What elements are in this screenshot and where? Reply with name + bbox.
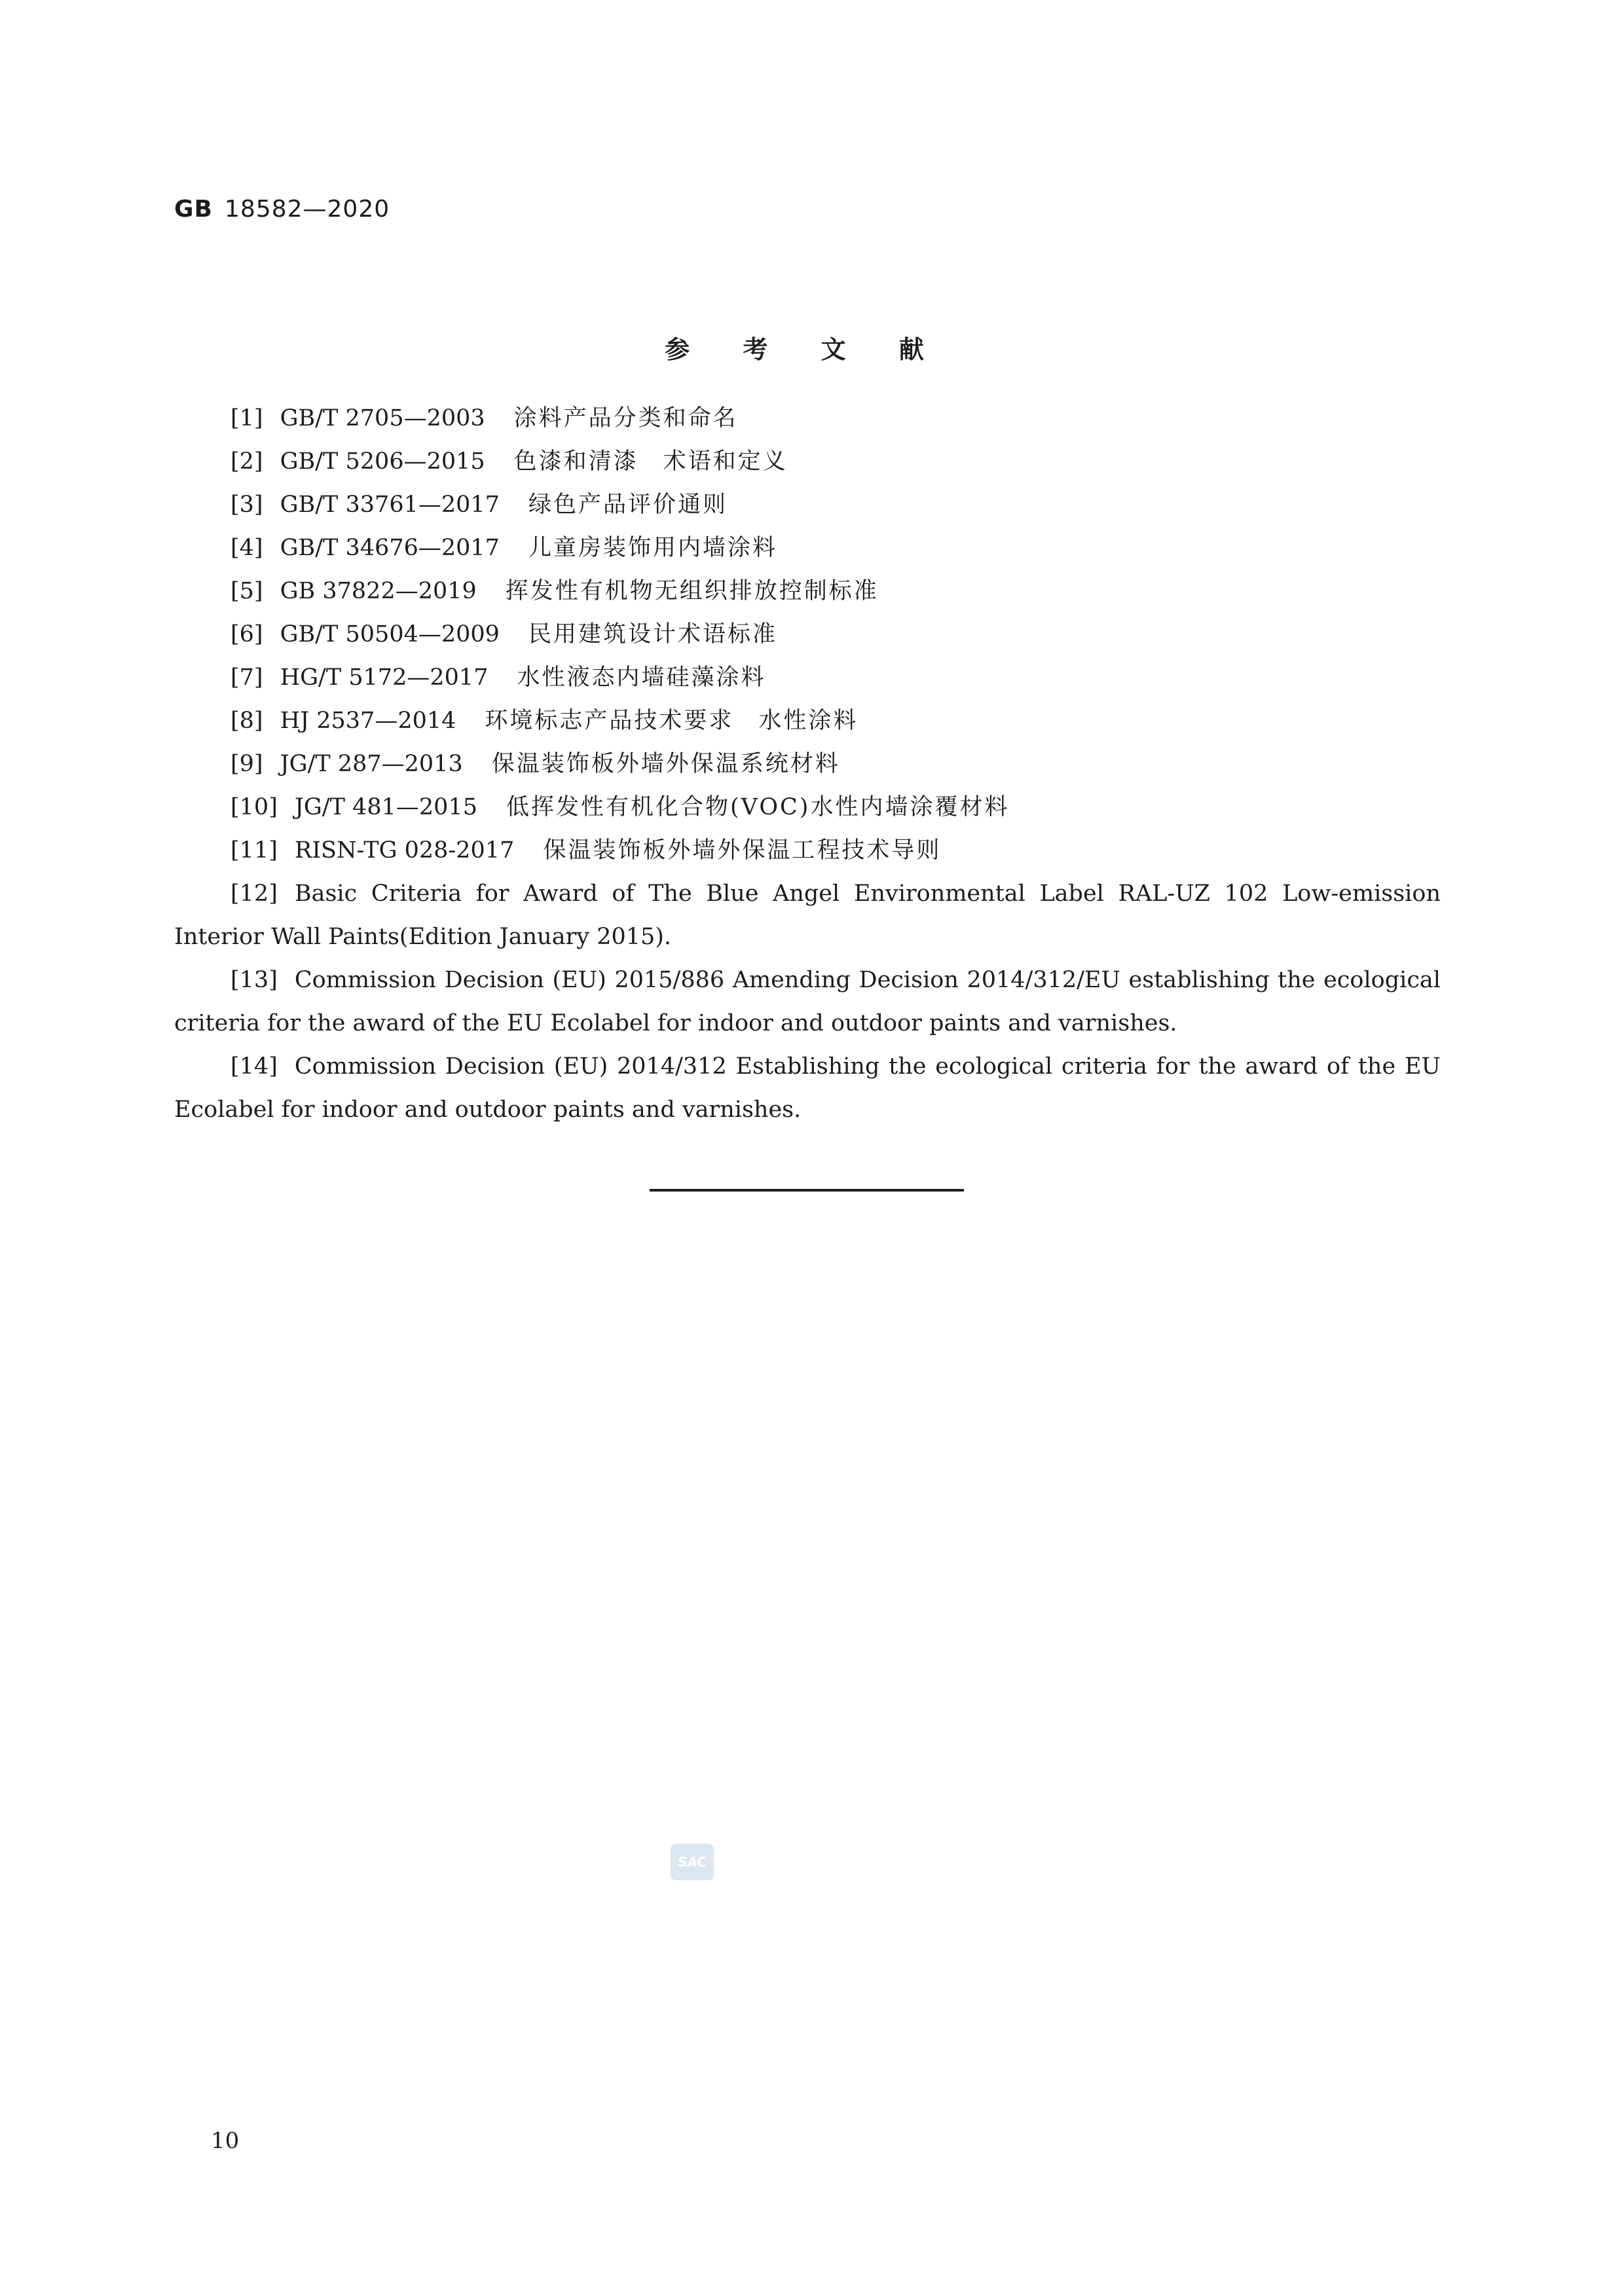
reference-item: [174, 656, 1441, 699]
reference-number: [9]: [231, 751, 263, 777]
standard-number: 18582—2020: [225, 196, 390, 223]
reference-number: [1]: [231, 405, 263, 431]
reference-code: GB 37822—2019: [280, 578, 477, 604]
reference-code: GB/T 2705—2003: [280, 405, 485, 431]
reference-code: GB/T 50504—2009: [280, 621, 500, 647]
reference-number: [4]: [231, 535, 263, 561]
reference-number: [13]: [231, 967, 278, 993]
reference-code: RISN-TG 028-2017: [294, 837, 515, 864]
reference-number: [5]: [231, 578, 263, 604]
reference-title: 保温装饰板外墙外保温系统材料: [491, 751, 840, 777]
reference-item: [174, 699, 1441, 742]
reference-item: [174, 742, 1441, 786]
reference-code: GB/T 5206—2015: [280, 448, 485, 475]
reference-number: [11]: [231, 837, 278, 864]
reference-number: [3]: [231, 492, 263, 518]
reference-item: [174, 397, 1441, 440]
sac-watermark: [671, 1844, 714, 1880]
reference-item: [174, 786, 1441, 829]
reference-number: [8]: [231, 708, 263, 734]
reference-code: HJ 2537—2014: [280, 708, 456, 734]
reference-item: [174, 1045, 1441, 1131]
reference-code: GB/T 33761—2017: [280, 492, 500, 518]
reference-number: [6]: [231, 621, 263, 647]
reference-title: 绿色产品评价通则: [528, 492, 728, 518]
reference-title: 色漆和清漆 术语和定义: [513, 448, 788, 475]
reference-text: Commission Decision (EU) 2014/312 Establishing the ecological criteria for the award of the EU Ecolabel for indoor and outdoor paints and varnishes.: [174, 1053, 1441, 1123]
reference-number: [7]: [231, 665, 263, 691]
reference-code: JG/T 481—2015: [294, 794, 477, 820]
reference-title: 保温装饰板外墙外保温工程技术导则: [543, 837, 942, 864]
reference-number: [10]: [231, 794, 278, 820]
reference-item: [174, 829, 1441, 872]
reference-item: [174, 483, 1441, 526]
reference-title: 民用建筑设计术语标准: [528, 621, 777, 647]
reference-item: [174, 570, 1441, 613]
reference-item: [174, 440, 1441, 483]
reference-title: 挥发性有机物无组织排放控制标准: [505, 578, 879, 604]
reference-text: Basic Criteria for Award of The Blue Angel Environmental Label RAL-UZ 102 Low-emission Interior Wall Paints(Edition January 2015).: [174, 881, 1441, 950]
reference-list: [174, 397, 1441, 1131]
reference-number: [14]: [231, 1053, 278, 1080]
watermark-text: SAC: [678, 1854, 707, 1870]
end-rule: [650, 1189, 964, 1192]
reference-title: 水性液态内墙硅藻涂料: [517, 665, 766, 691]
reference-item: [174, 613, 1441, 656]
reference-code: HG/T 5172—2017: [280, 665, 489, 691]
reference-number: [2]: [231, 448, 263, 475]
reference-number: [12]: [231, 881, 278, 907]
reference-item: [174, 958, 1441, 1045]
reference-title: 环境标志产品技术要求 水性涂料: [485, 708, 858, 734]
page-number: 10: [211, 2128, 240, 2154]
section-title: 参 考 文 献: [665, 335, 946, 364]
reference-item: [174, 526, 1441, 570]
reference-code: JG/T 287—2013: [280, 751, 463, 777]
reference-code: GB/T 34676—2017: [280, 535, 500, 561]
reference-item: [174, 872, 1441, 958]
standard-prefix: GB: [174, 196, 213, 223]
reference-title: 涂料产品分类和命名: [513, 405, 738, 431]
reference-title: 低挥发性有机化合物(VOC)水性内墙涂覆材料: [506, 794, 1010, 820]
reference-text: Commission Decision (EU) 2015/886 Amending Decision 2014/312/EU establishing the ecological criteria for the award of the EU Ecolabel for indoor and outdoor paints and varnishes.: [174, 967, 1441, 1036]
reference-title: 儿童房装饰用内墙涂料: [528, 535, 777, 561]
standard-code: [174, 194, 390, 225]
